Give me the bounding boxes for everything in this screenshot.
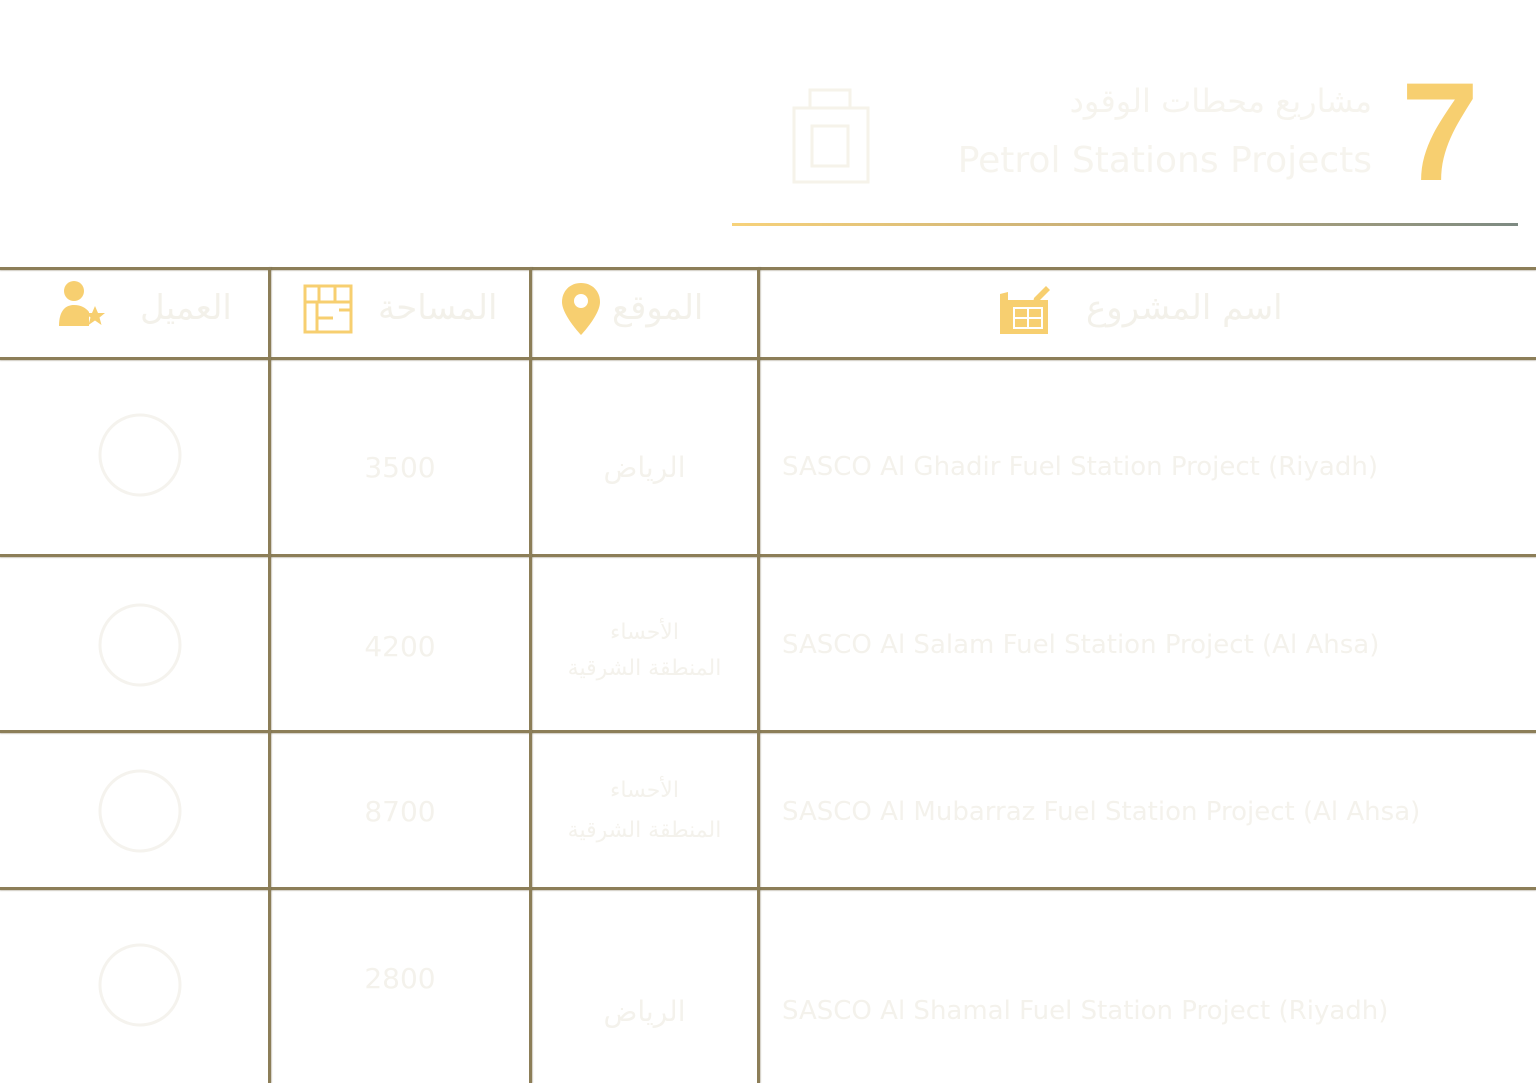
blueprint-pencil-icon [998, 284, 1052, 340]
floor-plan-icon [303, 284, 353, 338]
client-logo [80, 410, 200, 504]
cell-area: 3500 [364, 451, 436, 484]
cell-area: 2800 [364, 962, 436, 995]
cell-area: 8700 [364, 795, 436, 828]
title-arabic: مشاريع محطات الوقود [1069, 82, 1372, 120]
column-header-area: المساحة [378, 288, 498, 328]
table-rule [0, 554, 1536, 557]
cell-location-line: الأحساء [610, 778, 679, 803]
cell-location-line: الأحساء [610, 620, 679, 645]
cell-project-name: SASCO Al Salam Fuel Station Project (Al Ahsa) [782, 630, 1380, 660]
section-number: 7 [1401, 53, 1479, 210]
table-rule [0, 357, 1536, 360]
client-star-icon [58, 280, 108, 334]
column-header-location: الموقع [612, 288, 704, 328]
column-header-project: اسم المشروع [1086, 288, 1283, 328]
column-header-client: العميل [140, 288, 232, 328]
cell-area: 4200 [364, 630, 436, 663]
table-rule [0, 730, 1536, 733]
title-divider [732, 223, 1518, 226]
table-rule [0, 887, 1536, 890]
title-english: Petrol Stations Projects [957, 140, 1372, 181]
client-logo [80, 766, 200, 860]
client-logo [80, 940, 200, 1034]
cell-location: الرياض [603, 995, 686, 1028]
location-pin-icon [560, 281, 602, 341]
cell-location-line: المنطقة الشرقية [567, 818, 722, 843]
cell-project-name: SASCO Al Ghadir Fuel Station Project (Riyadh) [782, 452, 1378, 482]
cell-project-name: SASCO Al Mubarraz Fuel Station Project (Al Ahsa) [782, 797, 1421, 827]
cell-location-line: المنطقة الشرقية [567, 656, 722, 681]
table-column-rule [268, 267, 271, 1083]
petrol-station-icon [792, 86, 872, 184]
table-column-rule [757, 267, 760, 1083]
cell-location: الرياض [603, 451, 686, 484]
client-logo [80, 600, 200, 694]
table-rule [0, 267, 1536, 270]
cell-project-name: SASCO Al Shamal Fuel Station Project (Riyadh) [782, 996, 1389, 1026]
